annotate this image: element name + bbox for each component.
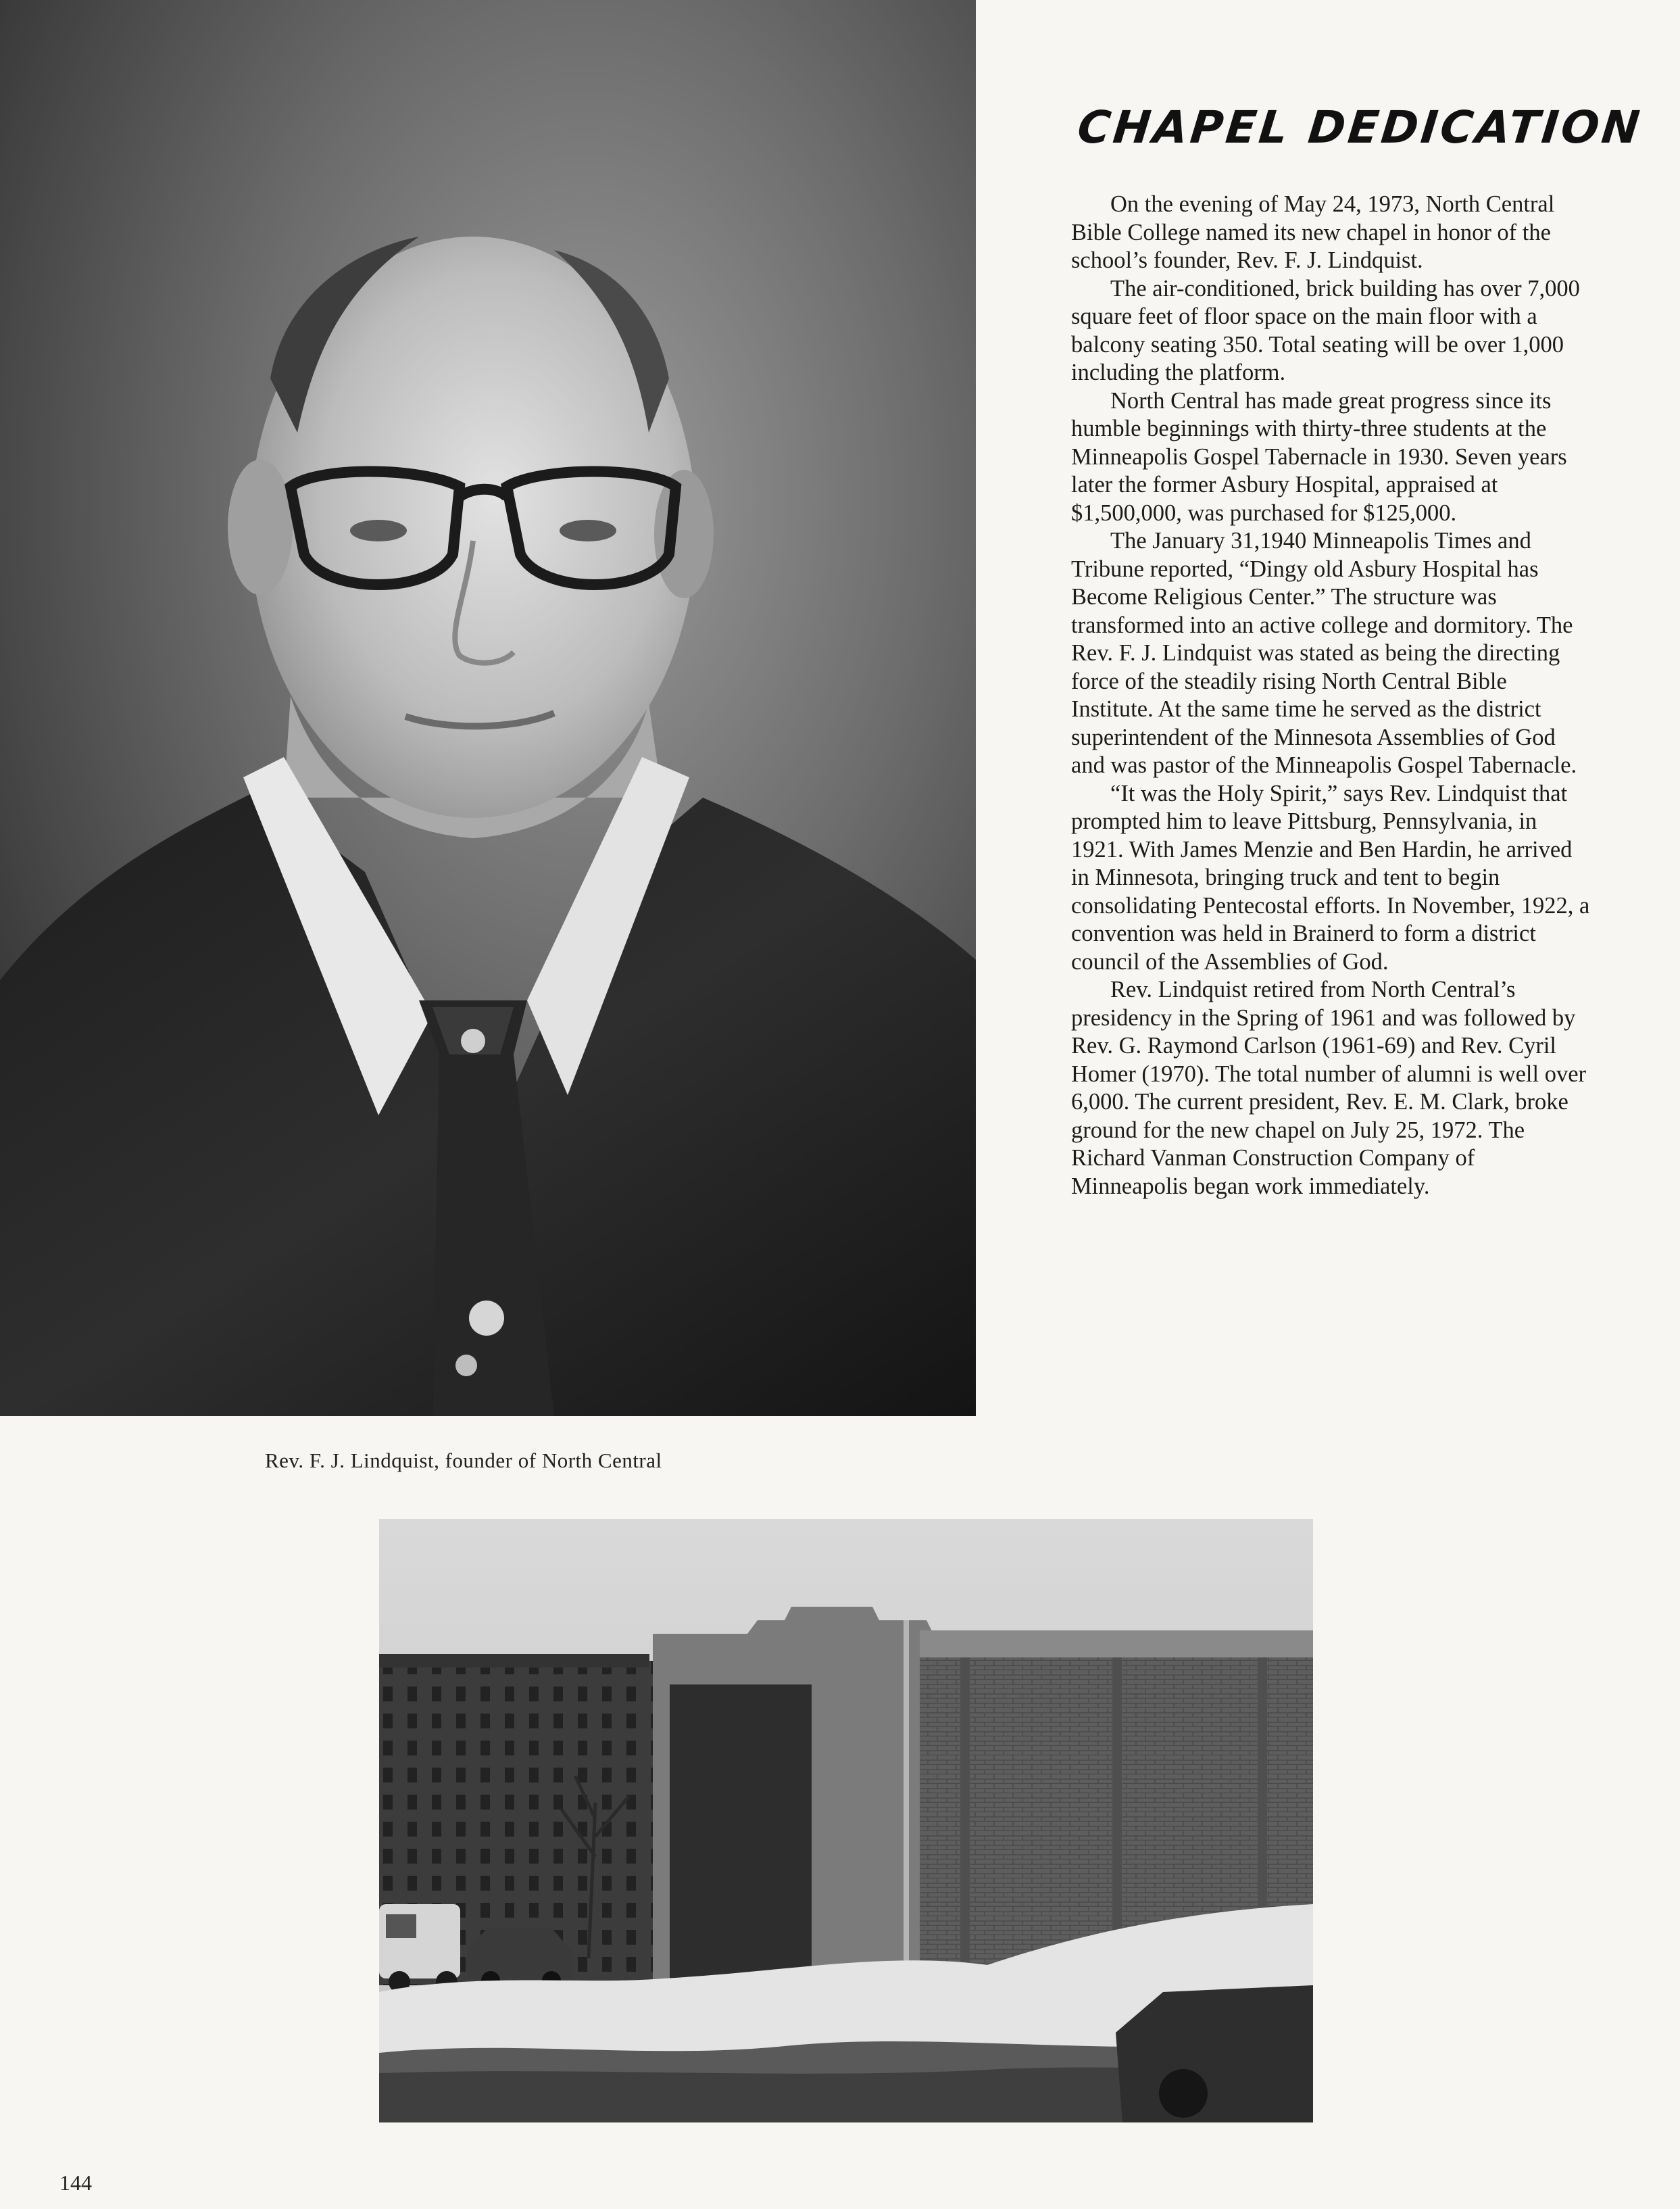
article-body <box>1071 191 1591 1200</box>
article-paragraph: “It was the Holy Spirit,” says Rev. Lindquist that prompted him to leave Pittsburg, Pennsylvania, in 1921. With James Menzie and Ben Hardin, he arrived in Minnesota, bringing truck and tent to begin consolidating Pentecostal efforts. In November, 1922, a convention was held in Brainerd to form a district council of the Assemblies of God. <box>1071 780 1590 975</box>
article-paragraph: The January 31,1940 Minneapolis Times and Tribune reported, “Dingy old Asbury Hospital has Become Religious Center.” The structure was transformed into an active college and dormitory. The Rev. F. J. Lindquist was stated as being the directing force of the steadily rising North Central Bible Institute. At the same time he served as the district superintendent of the Minnesota Assemblies of God and was pastor of the Minneapolis Gospel Tabernacle. <box>1071 528 1577 778</box>
portrait-caption: Rev. F. J. Lindquist, founder of North Central <box>265 1449 662 1472</box>
article-paragraph: On the evening of May 24, 1973, North Central Bible College named its new chapel in honor of the school’s founder, Rev. F. J. Lindquist. <box>1071 191 1555 273</box>
portrait-illustration <box>0 0 976 1416</box>
article-headline: CHAPEL DEDICATION <box>1074 101 1645 153</box>
portrait-photo <box>0 0 976 1416</box>
page-number: 144 <box>59 2170 92 2195</box>
chapel-construction-photo <box>379 1519 1313 2122</box>
article-paragraph: North Central has made great progress since its humble beginnings with thirty-three students at the Minneapolis Gospel Tabernacle in 1930. Seven years later the former Asbury Hospital, appraised at $1,500,000, was purchased for $125,000. <box>1071 387 1567 526</box>
article-paragraph: Rev. Lindquist retired from North Central’s presidency in the Spring of 1961 and was followed by Rev. G. Raymond Carlson (1961-69) and Rev. Cyril Homer (1970). The total number of alumni is well over 6,000. The current president, Rev. E. M. Clark, broke ground for the new chapel on July 25, 1972. The Richard Vanman Construction Company of Minneapolis began work immediately. <box>1071 977 1587 1199</box>
chapel-illustration <box>379 1519 1313 2122</box>
article-paragraph: The air-conditioned, brick building has over 7,000 square feet of floor space on the main floor with a balcony seating 350. Total seating will be over 1,000 including the platform. <box>1071 275 1580 385</box>
